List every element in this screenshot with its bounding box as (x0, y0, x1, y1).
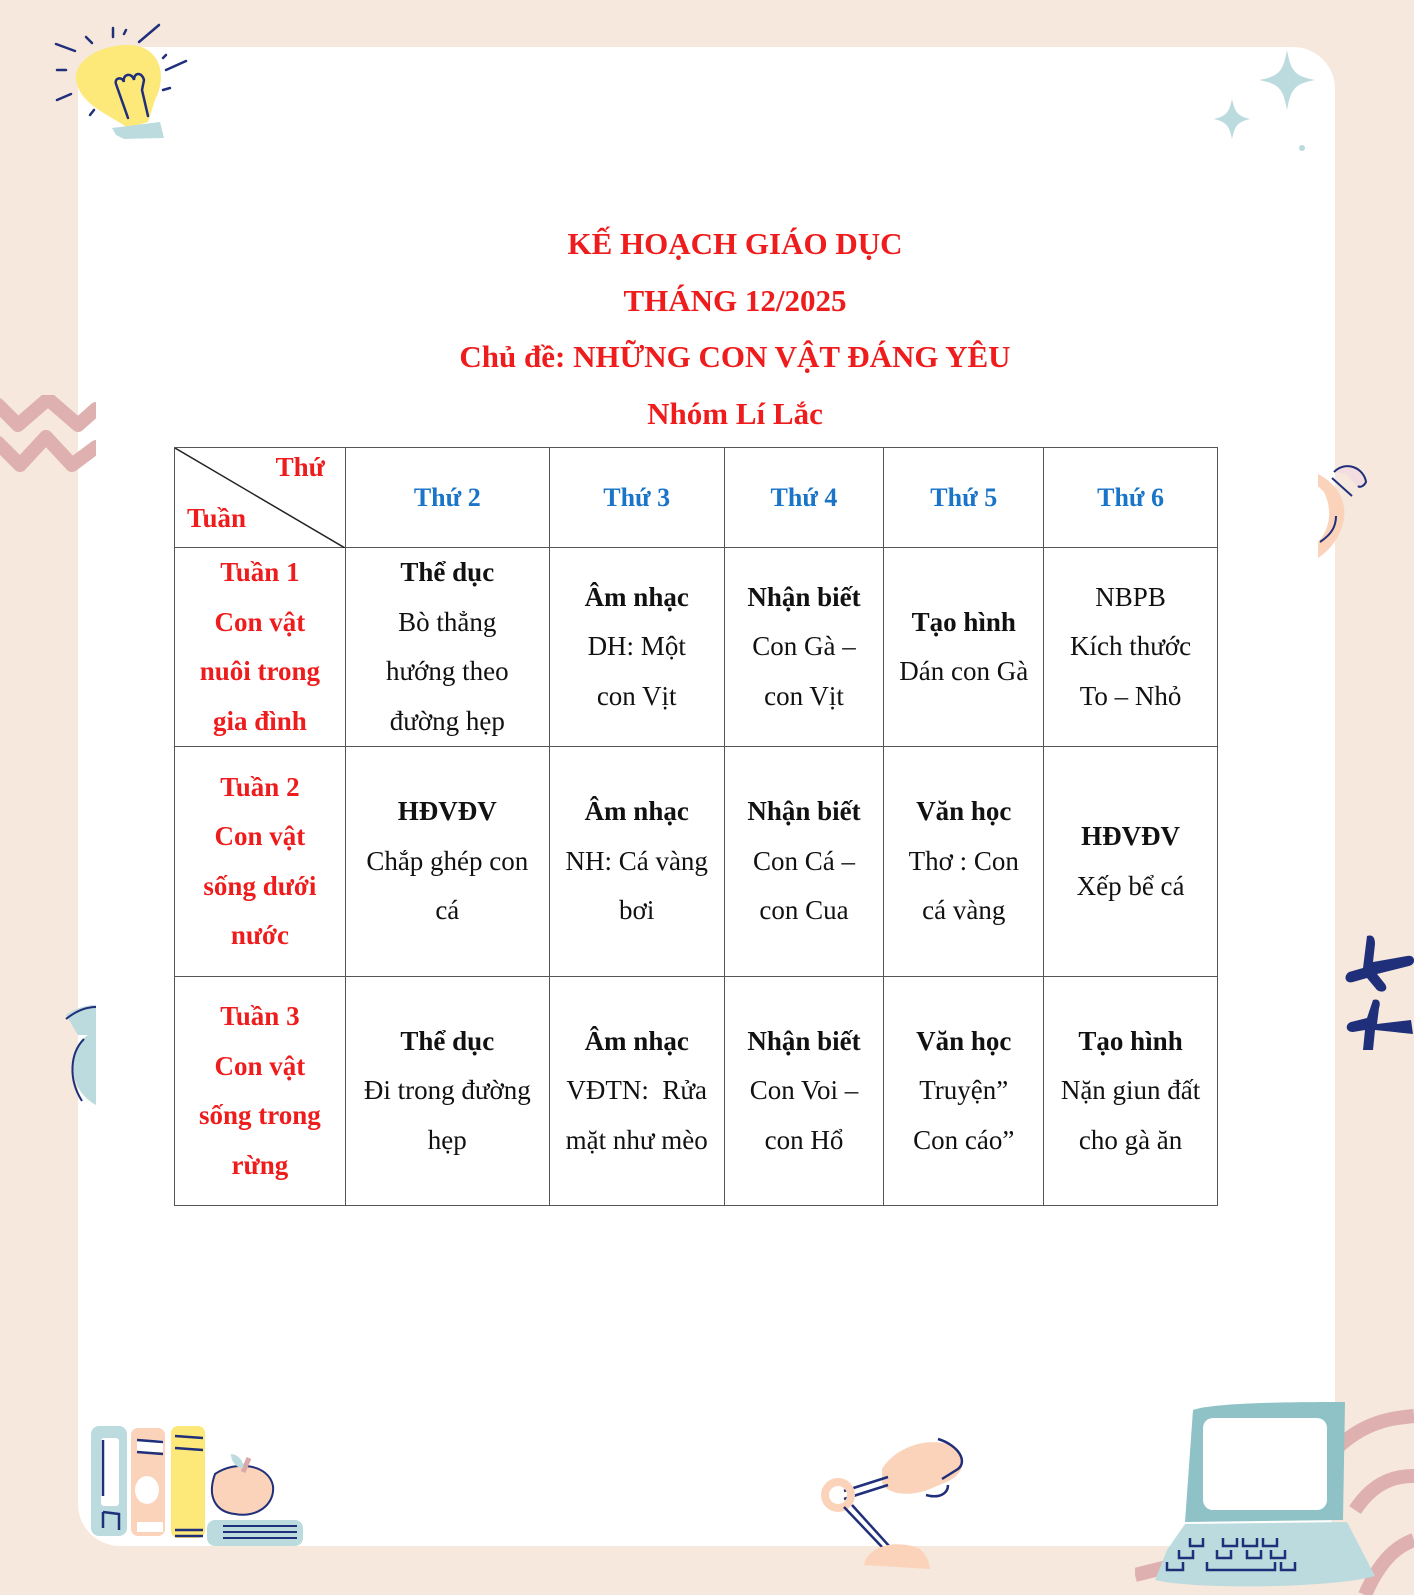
week-topic-line: nuôi trong (199, 656, 321, 686)
week-number: Tuần 2 (220, 771, 300, 802)
week-number: Tuần 3 (220, 1001, 300, 1031)
subject-label: Văn học (916, 1025, 1012, 1056)
activity-line: Con Cá – (752, 845, 855, 876)
plus-icon (1345, 930, 1414, 1060)
corner-day-label: Thứ (275, 452, 325, 482)
subject-label: Tạo hình (1078, 1025, 1183, 1056)
activity-line: đường hẹp (389, 705, 505, 736)
activity-cell (345, 977, 549, 1206)
activity-line: Chắp ghép con (366, 845, 529, 876)
activity-cell (724, 977, 884, 1206)
laptop-icon (1135, 1380, 1414, 1595)
activity-line: Kích thước (1070, 631, 1192, 662)
week-topic-line: Con vật (214, 606, 306, 637)
table-row (175, 548, 1218, 747)
activity-line: DH: Một (587, 631, 686, 662)
subject-label: Âm nhạc (584, 1025, 689, 1056)
subject-label: Thể dục (400, 557, 495, 587)
day-header: Thứ 5 (884, 448, 1044, 548)
week-topic-line: nước (230, 920, 289, 950)
subject-label: HĐVĐV (1081, 821, 1181, 851)
day-header: Thứ 4 (724, 448, 884, 548)
activity-line: con Vịt (596, 680, 677, 711)
activity-line: con Vịt (764, 680, 844, 711)
page-title: KẾ HOẠCH GIÁO DỤC (567, 226, 903, 261)
activity-line: mặt như mèo (565, 1124, 708, 1155)
week-label-cell (175, 548, 346, 747)
activity-line: Truyện” (919, 1075, 1009, 1106)
activity-line: Bò thẳng (398, 606, 497, 637)
activity-line: Nặn giun đất (1060, 1075, 1201, 1106)
day-header: Thứ 6 (1044, 448, 1218, 548)
activity-line: NBPB (1095, 581, 1166, 612)
activity-line: NH: Cá vàng (565, 845, 708, 876)
activity-cell (884, 977, 1044, 1206)
activity-cell (884, 747, 1044, 977)
table-row (175, 747, 1218, 977)
week-topic-line: gia đình (213, 705, 307, 736)
activity-line: hướng theo (385, 656, 509, 686)
activity-line: Đi trong đường (363, 1075, 531, 1106)
subject-label: Tạo hình (911, 606, 1016, 637)
subject-label: Văn học (916, 796, 1012, 827)
table-header-row (175, 448, 1218, 548)
activity-line: Con cáo” (913, 1124, 1015, 1155)
activity-line: Thơ : Con (908, 845, 1019, 876)
subject-label: Âm nhạc (584, 796, 689, 827)
lightbulb-icon (50, 20, 190, 145)
corner-week-label: Tuần (187, 503, 247, 533)
corner-cell (175, 448, 346, 548)
activity-cell (1044, 548, 1218, 747)
activity-line: Con Voi – (749, 1075, 859, 1106)
activity-cell (724, 747, 884, 977)
moon-icon (1318, 462, 1378, 572)
activity-line: cá vàng (922, 895, 1006, 926)
week-topic-line: Con vật (214, 821, 306, 851)
books-icon (85, 1410, 305, 1550)
week-number: Tuần 1 (220, 557, 300, 587)
week-label-cell (175, 747, 346, 977)
week-topic-line: rừng (231, 1149, 289, 1180)
theme-title: Chủ đề: NHỮNG CON VẬT ĐÁNG YÊU (459, 339, 1011, 374)
activity-cell (345, 747, 549, 977)
week-topic-line: Con vật (214, 1050, 306, 1081)
activity-cell (884, 548, 1044, 747)
desk-lamp-icon (818, 1435, 978, 1580)
activity-line: To – Nhỏ (1079, 680, 1182, 711)
activity-line: cá (435, 895, 460, 926)
activity-line: bơi (619, 895, 655, 926)
subject-label: Nhận biết (747, 1025, 861, 1056)
activity-line: con Hổ (764, 1124, 844, 1155)
sparkle-icon (1205, 50, 1335, 160)
table-row (175, 977, 1218, 1206)
education-plan-table (174, 447, 1218, 1206)
activity-line: con Cua (759, 895, 849, 926)
activity-line: Xếp bể cá (1076, 870, 1185, 901)
activity-line: hẹp (427, 1124, 467, 1155)
day-header: Thứ 2 (345, 448, 549, 548)
subject-label: Âm nhạc (584, 581, 689, 612)
week-topic-line: sống trong (199, 1100, 321, 1130)
week-label-cell (175, 977, 346, 1206)
title-block (0, 216, 1414, 442)
month-title: THÁNG 12/2025 (623, 282, 847, 318)
activity-line: Dán con Gà (899, 656, 1029, 686)
activity-cell (549, 548, 724, 747)
activity-line: cho gà ăn (1078, 1124, 1183, 1155)
activity-cell (724, 548, 884, 747)
activity-line: VĐTN: Rửa (566, 1075, 707, 1106)
subject-label: Nhận biết (747, 796, 861, 827)
day-header: Thứ 3 (549, 448, 724, 548)
subject-label: Thể dục (400, 1025, 495, 1056)
moon-icon (60, 1005, 96, 1115)
activity-cell (549, 977, 724, 1206)
activity-cell (1044, 977, 1218, 1206)
activity-cell (1044, 747, 1218, 977)
activity-cell (549, 747, 724, 977)
week-topic-line: sống dưới (203, 870, 317, 901)
activity-line: Con Gà – (752, 631, 856, 662)
subject-label: HĐVĐV (397, 796, 497, 827)
group-title: Nhóm Lí Lắc (647, 395, 823, 431)
activity-cell (345, 548, 549, 747)
subject-label: Nhận biết (747, 581, 861, 612)
